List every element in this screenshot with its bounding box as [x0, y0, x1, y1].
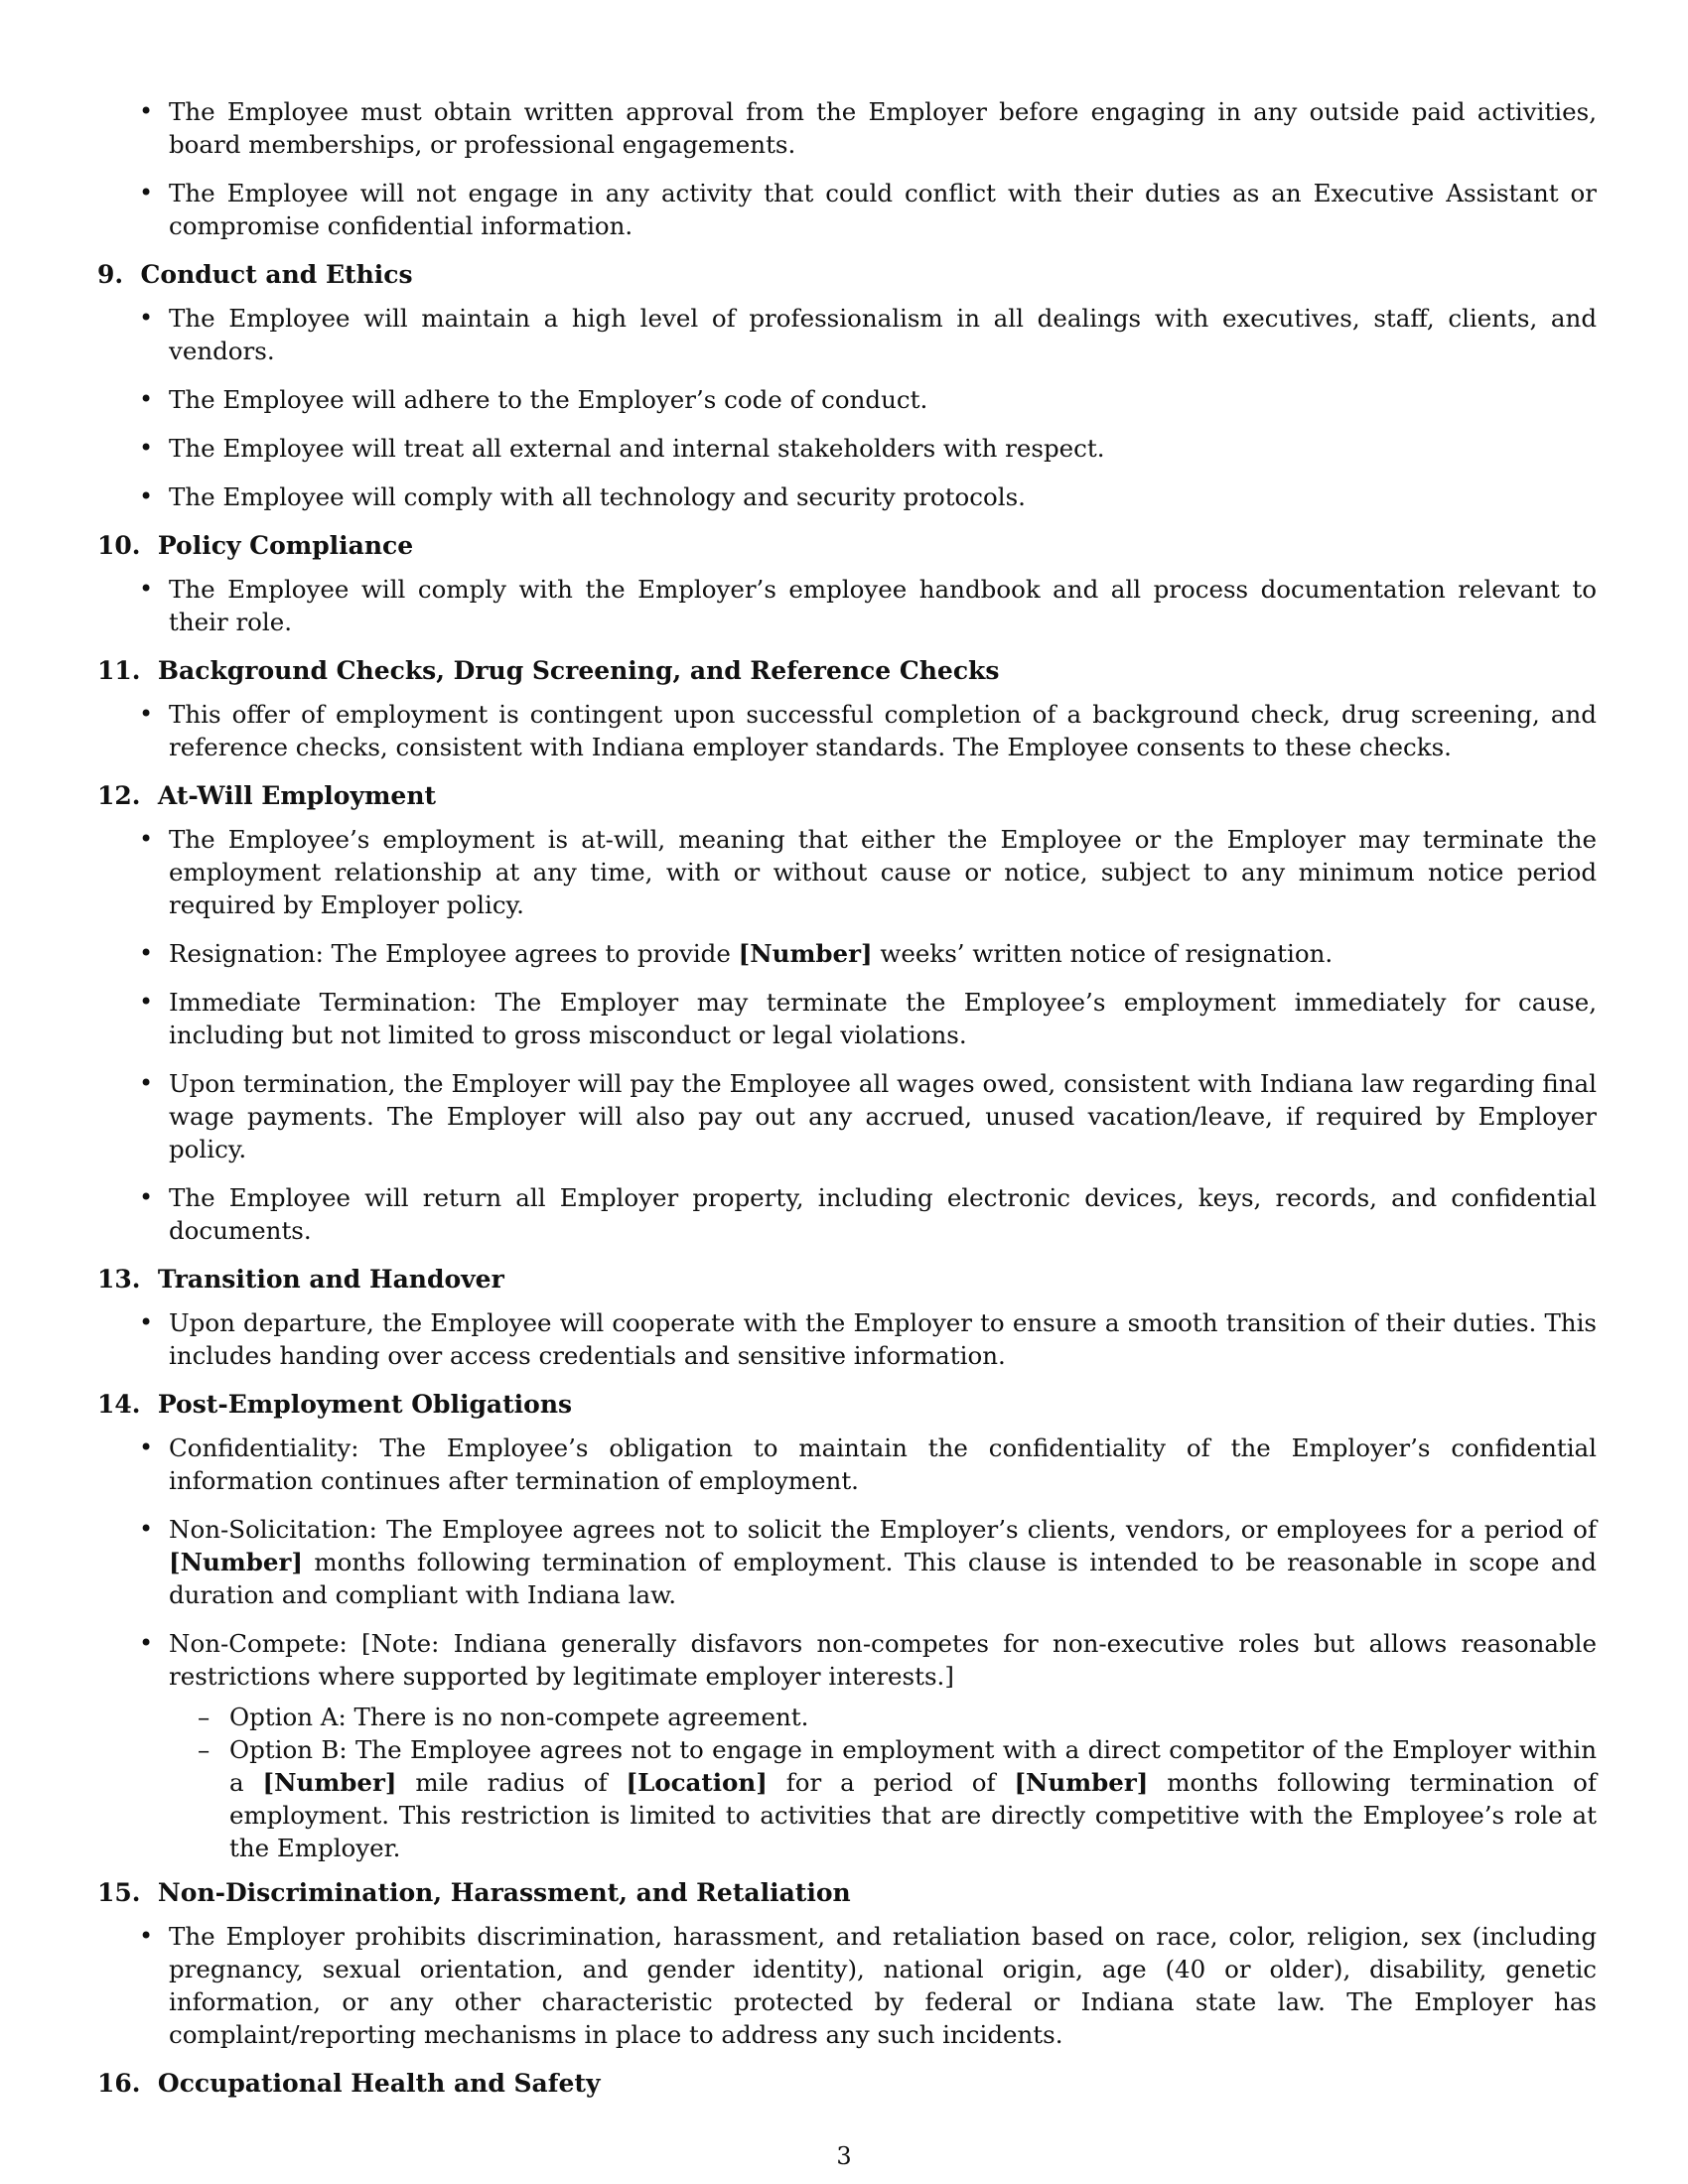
section-heading	[97, 1263, 1597, 1296]
list-item: • This offer of employment is contingent upon successful completion of a background check, drug screening, and reference checks, consistent with Indiana employer standards. The Employee consents to these checks.	[97, 698, 1597, 763]
option-item	[97, 1733, 1597, 1864]
section-title: Transition and Handover	[157, 1265, 504, 1294]
section-transition-handover	[97, 1263, 1597, 1372]
section-number: 13.	[97, 1265, 141, 1294]
section-title: Background Checks, Drug Screening, and Reference Checks	[157, 656, 1000, 685]
list-item: • Confidentiality: The Employee’s obligation to maintain the confidentiality of the Employer’s confidential information continues after termination of employment.	[97, 1432, 1597, 1497]
section-background-checks	[97, 654, 1597, 763]
bullet-list	[97, 573, 1597, 638]
bullet-list	[97, 698, 1597, 763]
section-at-will-employment	[97, 779, 1597, 1247]
section-title: Conduct and Ethics	[140, 260, 413, 289]
list-item: • The Employee will adhere to the Employer’s code of conduct.	[97, 383, 1597, 416]
section-number: 11.	[97, 656, 141, 685]
section-heading	[97, 1388, 1597, 1421]
item-text: months following termination of employment. This restriction is limited to activities that are directly competitive with the Employee’s role at the Employer.	[229, 1768, 1597, 1862]
item-text: months following termination of employment. This clause is intended to be reasonable in scope and duration and compliant with Indiana law.	[169, 1548, 1597, 1609]
list-item: • The Employee will maintain a high level of professionalism in all dealings with executives, staff, clients, and vendors.	[97, 302, 1597, 367]
item-text: for a period of	[767, 1768, 1015, 1797]
list-item: • The Employee will return all Employer property, including electronic devices, keys, records, and confidential documents.	[97, 1181, 1597, 1247]
section-health-safety	[97, 2067, 1597, 2100]
placeholder-location: [Location]	[626, 1768, 768, 1797]
section-number: 16.	[97, 2069, 141, 2098]
list-item: • The Employee will treat all external and internal stakeholders with respect.	[97, 432, 1597, 465]
section-title: Policy Compliance	[157, 531, 414, 560]
bullet-list	[97, 1432, 1597, 1693]
list-item	[97, 937, 1597, 970]
list-item: • The Employee must obtain written approval from the Employer before engaging in any outside paid activities, board memberships, or professional engagements.	[97, 95, 1597, 161]
section-title: Non-Discrimination, Harassment, and Retaliation	[157, 1878, 851, 1907]
document-page	[97, 95, 1597, 2111]
list-item: • The Employee’s employment is at-will, meaning that either the Employee or the Employer may terminate the employment relationship at any time, with or without cause or notice, subject to any minimum notice period required by Employer policy.	[97, 823, 1597, 921]
item-text: Non-Compete: [Note: Indiana generally disfavors non-competes for non-executive roles but allows reasonable restrictions where supported by legitimate employer interests.]	[169, 1629, 1597, 1691]
list-item: • The Employee will not engage in any activity that could conflict with their duties as an Executive Assistant or compromise confidential information.	[97, 177, 1597, 242]
bullet-list	[97, 823, 1597, 1247]
section-number: 12.	[97, 781, 141, 810]
section-title: Occupational Health and Safety	[157, 2069, 601, 2098]
item-text: Non-Solicitation: The Employee agrees not to solicit the Employer’s clients, vendors, or employees for a period of	[169, 1515, 1597, 1544]
list-item	[97, 1627, 1597, 1693]
item-text: weeks’ written notice of resignation.	[872, 939, 1334, 968]
placeholder-number: [Number]	[1014, 1768, 1149, 1797]
list-item: • Upon departure, the Employee will cooperate with the Employer to ensure a smooth transition of their duties. This includes handing over access credentials and sensitive information.	[97, 1306, 1597, 1372]
item-text: Resignation: The Employee agrees to provide	[169, 939, 739, 968]
section-number: 15.	[97, 1878, 141, 1907]
page-number: 3	[836, 2142, 852, 2170]
section-policy-compliance	[97, 529, 1597, 638]
bullet-list	[97, 1306, 1597, 1372]
placeholder-number: [Number]	[262, 1768, 397, 1797]
section-number: 10.	[97, 531, 141, 560]
section-title: At-Will Employment	[157, 781, 437, 810]
section-heading	[97, 654, 1597, 687]
section-conduct-ethics	[97, 258, 1597, 513]
list-item: • The Employee will comply with all technology and security protocols.	[97, 480, 1597, 513]
section-heading	[97, 2067, 1597, 2100]
list-item: • Upon termination, the Employer will pay the Employee all wages owed, consistent with Indiana law regarding final wage payments. The Employer will also pay out any accrued, unused vacation/leave, if required by Employer policy.	[97, 1067, 1597, 1165]
placeholder-number: [Number]	[738, 939, 873, 968]
item-text: Option B: The Employee agrees not to engage in employment with a direct competitor of the Employer within a	[229, 1735, 1597, 1797]
list-item: • The Employee will comply with the Employer’s employee handbook and all process documentation relevant to their role.	[97, 573, 1597, 638]
section-title: Post-Employment Obligations	[157, 1390, 573, 1419]
intro-bullet-list	[97, 95, 1597, 242]
section-heading	[97, 258, 1597, 291]
bullet-list	[97, 1920, 1597, 2051]
item-text: mile radius of	[396, 1768, 627, 1797]
section-heading	[97, 779, 1597, 812]
section-post-employment	[97, 1388, 1597, 1864]
section-non-discrimination	[97, 1876, 1597, 2051]
section-number: 9.	[97, 260, 124, 289]
section-heading	[97, 1876, 1597, 1909]
placeholder-number: [Number]	[169, 1548, 303, 1576]
option-item: – Option A: There is no non-compete agreement.	[97, 1701, 1597, 1733]
section-heading	[97, 529, 1597, 562]
bullet-list	[97, 302, 1597, 513]
section-number: 14.	[97, 1390, 141, 1419]
list-item: • The Employer prohibits discrimination, harassment, and retaliation based on race, color, religion, sex (including pregnancy, sexual orientation, and gender identity), national origin, age (40 or older), disability, genetic information, or any other characteristic protected by federal or Indiana state law. The Employer has complaint/reporting mechanisms in place to address any such incidents.	[97, 1920, 1597, 2051]
list-item: • Immediate Termination: The Employer may terminate the Employee’s employment immediately for cause, including but not limited to gross misconduct or legal violations.	[97, 986, 1597, 1051]
option-list	[97, 1701, 1597, 1864]
list-item	[97, 1513, 1597, 1611]
